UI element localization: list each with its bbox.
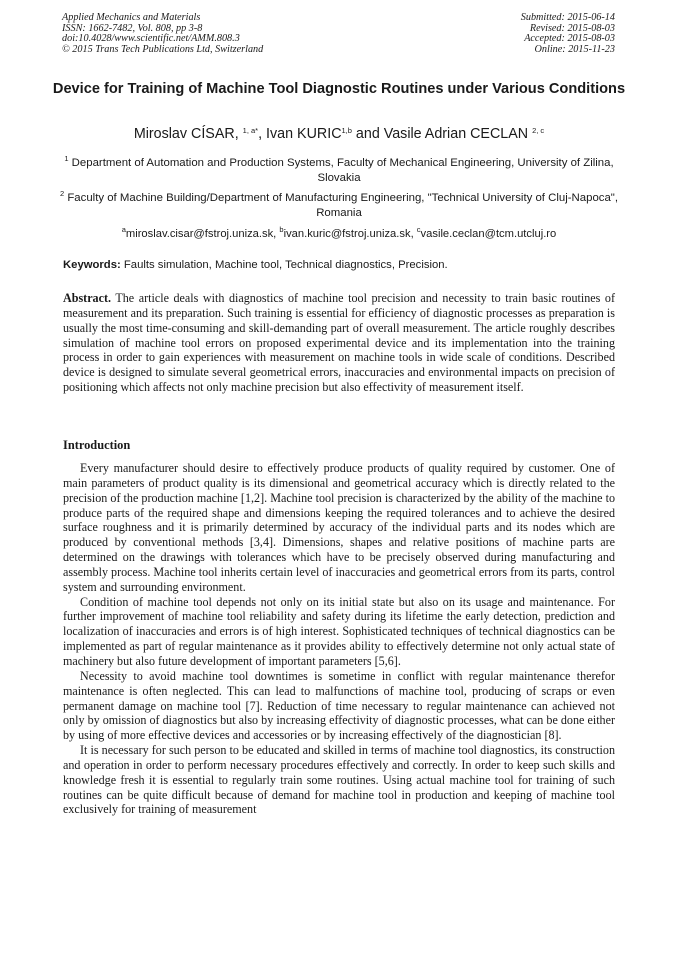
author-name: Miroslav CÍSAR,	[133, 126, 243, 142]
paragraph: Every manufacturer should desire to effectively produce products of quality required by customer. One of main parameters of product quality is its dimensional and geometrical accuracy which is directly related to the precision of the production machine [1,2]. Machine tool precision is characterized by the ability of the machine to produce parts of the required shape and dimensions keeping the required tolerances and to achieve the desired surface roughness and it is primarily determined by accuracy of the individual parts and its nodes which are produced by conventional methods [3,4]. Dimensions, shapes and relative positions of machine parts are determined on the drawings with tolerances which have to be precisely observed during manufacturing and assembly process. Machine tool inherits certain level of inaccuracies and geometrical errors from its parts, control system and surrounding environment.	[63, 461, 615, 594]
publication-dates	[521, 13, 615, 55]
copyright-line: © 2015 Trans Tech Publications Ltd, Switzerland	[62, 43, 264, 55]
revised-date: Revised: 2015-08-03	[529, 22, 615, 34]
author-emails	[40, 222, 638, 242]
affiliation-1	[60, 151, 618, 186]
email-address: vasile.ceclan@tcm.utcluj.ro	[420, 228, 557, 240]
email-marker: b	[279, 225, 284, 234]
issn-line: ISSN: 1662-7482, Vol. 808, pp 3-8	[62, 22, 203, 34]
paper-title: Device for Training of Machine Tool Diagnostic Routines under Various Conditions	[52, 81, 626, 97]
affiliation-marker: 1	[64, 154, 69, 163]
author-superscript: 2, c	[532, 126, 545, 135]
affiliation-marker: 2	[60, 189, 65, 198]
journal-info	[62, 13, 263, 55]
online-date: Online: 2015-11-23	[534, 43, 615, 55]
affiliation-text: Faculty of Machine Building/Department of Manufacturing Engineering, "Technical University of Cluj-Napoca", Romania	[64, 192, 619, 219]
email-address: miroslav.cisar@fstroj.uniza.sk,	[125, 228, 280, 240]
submitted-date: Submitted: 2015-06-14	[520, 12, 615, 23]
section-heading: Introduction	[63, 438, 131, 452]
paragraph: It is necessary for such person to be educated and skilled in terms of machine tool diagnostics, its construction and operation in order to perform necessary procedures effectively and correctly. In order to keep such skills and knowledge fresh it is essential to regularly train some routines. Using actual machine tool for training of such routines can be quite difficult because of demand for machine tool in production and keeping of machine tool exclusively for training of measurement	[63, 743, 615, 817]
abstract	[63, 291, 615, 395]
abstract-text: The article deals with diagnostics of machine tool precision and necessity to train basic routines of measurement and its preparation. Such training is essential for efficiency of diagnostic processes as preparation is usually the most time-consuming and skill-demanding part of overall measurement. The article roughly describes simulation of machine tool errors on proposed experimental device and its implementation into the training process in order to gain experiences with measurement on machine tools in wide scale of conditions. Described device is designed to simulate several geometrical errors, inaccuracies and environmental impacts on precision of positioning which affects not only machine precision but also effectivity of measurement itself.	[63, 291, 615, 395]
accepted-date: Accepted: 2015-08-03	[524, 33, 615, 45]
keywords-label: Keywords:	[63, 259, 121, 271]
keywords-text: Faults simulation, Machine tool, Technical diagnostics, Precision.	[120, 259, 448, 271]
introduction-body	[63, 461, 615, 817]
keywords	[63, 258, 615, 273]
abstract-label: Abstract.	[63, 291, 112, 305]
journal-name: Applied Mechanics and Materials	[62, 12, 201, 23]
author-name: and Vasile Adrian CECLAN	[351, 126, 533, 142]
author-list	[30, 122, 648, 143]
paragraph: Condition of machine tool depends not only on its initial state but also on its usage and maintenance. For further improvement of machine tool reliability and safety during its lifetime the early detection, prediction and localization of inaccuracies and errors is of high interest. Sophisticated techniques of technical diagnostics can be implemented as part of regular maintenance as it provides ability to effectively determine not only actual state of machinery but also future development of important parameters [5,6].	[63, 594, 615, 668]
affiliation-2	[60, 186, 618, 221]
doi-line: doi:10.4028/www.scientific.net/AMM.808.3	[62, 33, 240, 45]
email-marker: a	[121, 225, 126, 234]
author-superscript: 1, a*	[242, 126, 259, 135]
author-name: , Ivan KURIC	[258, 126, 342, 142]
paragraph: Necessity to avoid machine tool downtimes is sometime in conflict with regular maintenance therefor maintenance is often neglected. This can lead to malfunctions of machine tool, producing of scraps or even permanent damage on machine tool [7]. Reduction of time necessary to regular maintenance can achieved not only by omission of diagnostics but also by increasing effectivity of diagnostic processes, what can be done either by using of more effective devices and accessories or by increasing effectively of the diagnostician [8].	[63, 668, 615, 743]
email-marker: c	[416, 225, 421, 234]
affiliation-text: Department of Automation and Production Systems, Faculty of Mechanical Engineering, University of Zilina, Slovakia	[68, 157, 614, 184]
email-address: ivan.kuric@fstroj.uniza.sk,	[283, 228, 417, 240]
author-superscript: 1,b	[341, 126, 352, 135]
